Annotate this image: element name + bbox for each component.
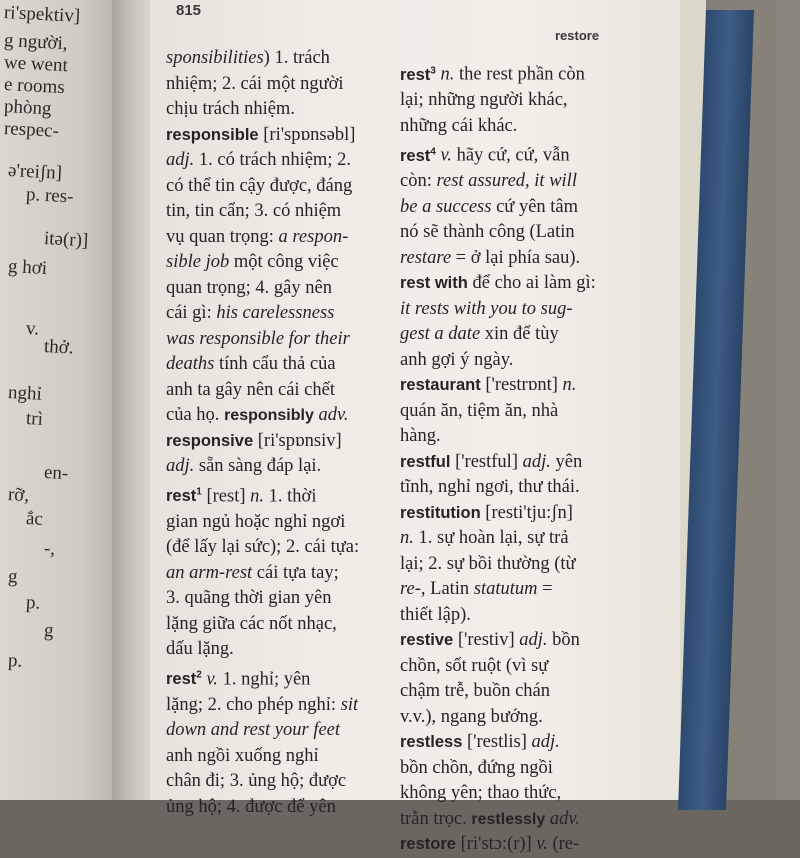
left-page-fragment: ắc	[25, 508, 44, 530]
dictionary-line: adj. 1. có trách nhiệm; 2.	[166, 150, 351, 170]
left-page-fragment: g	[43, 620, 55, 642]
left-page-fragment: p.	[25, 592, 41, 614]
dictionary-line: responsible [ri'spɒnsəbl]	[166, 124, 356, 145]
dictionary-line: re-, Latin statutum =	[400, 579, 553, 599]
left-page-fragment: ə'reiʃn]	[7, 160, 63, 184]
left-page-fragment: e rooms	[3, 74, 66, 99]
left-page-fragment: phòng	[3, 96, 53, 120]
left-page	[0, 0, 118, 800]
dictionary-line: down and rest your feet	[166, 720, 341, 740]
left-page-fragment: trì	[25, 408, 44, 430]
dictionary-line: bồn chồn, đứng ngồi	[400, 757, 553, 778]
dictionary-line: lặng; 2. cho phép nghỉ: sit	[166, 694, 359, 715]
left-page-fragment: g	[7, 566, 19, 588]
dictionary-line: rest$^4$ v. hãy cứ, cứ, vẫn	[400, 145, 570, 166]
dictionary-line: có thể tin cậy được, đáng	[166, 175, 353, 196]
dictionary-line: quan trọng; 4. gây nên	[166, 277, 332, 298]
dictionary-line: it rests with you to sug-	[400, 298, 573, 319]
dictionary-line: chịu trách nhiệm.	[166, 99, 295, 119]
dictionary-line: an arm-rest cái tựa tay;	[166, 562, 339, 583]
left-page-fragment: we went	[3, 52, 69, 77]
dictionary-line: nhiệm; 2. cái một người	[166, 73, 344, 94]
dictionary-line: 3. quãng thời gian yên	[166, 588, 332, 608]
dictionary-line: sponsibilities) 1. trách	[166, 48, 330, 68]
left-page-fragment: en-	[43, 462, 69, 485]
dictionary-line: lại; 2. sự bồi thường (từ	[400, 553, 576, 574]
dictionary-line: của họ. responsibly adv.	[166, 405, 349, 425]
dictionary-line: dấu lặng.	[166, 639, 234, 659]
dictionary-line: restive ['restiv] adj. bồn	[400, 630, 580, 650]
dictionary-line: be a success cứ yên tâm	[400, 196, 579, 217]
dictionary-line: sible job một công việc	[166, 252, 339, 272]
dictionary-line: còn: rest assured, it will	[400, 171, 577, 191]
left-page-fragment: rỡ,	[7, 484, 30, 507]
dictionary-line: không yên; thao thức,	[400, 783, 562, 803]
dictionary-line: rest$^3$ n. the rest phần còn	[400, 64, 585, 85]
left-page-fragment: p. res-	[25, 184, 74, 208]
dictionary-line: cái gì: his carelessness	[166, 303, 335, 323]
column-left	[166, 46, 388, 820]
dictionary-line: restaurant ['restrɒnt] n.	[400, 375, 577, 395]
left-page-fragment: itə(r)]	[43, 228, 89, 252]
dictionary-line: restore [ri'stɔ:(r)] v. (re-	[400, 834, 580, 854]
dictionary-line: tĩnh, nghỉ ngơi, thư thái.	[400, 477, 580, 497]
left-page-fragment: v.	[25, 318, 40, 340]
dictionary-line: responsive [ri'spɒnsiv]	[166, 430, 342, 451]
dictionary-line: rest$^2$ v. 1. nghỉ; yên	[166, 669, 311, 689]
dictionary-line: gest a date xin để tùy	[400, 324, 559, 344]
running-head: restore	[555, 28, 600, 43]
dictionary-line: adj. sẵn sàng đáp lại.	[166, 456, 322, 476]
dictionary-line: chồn, sốt ruột (vì sự	[400, 655, 549, 676]
left-page-fragment: p.	[7, 650, 23, 672]
dictionary-line: chân đi; 3. ủng hộ; được	[166, 771, 347, 791]
dictionary-line: hàng.	[400, 426, 441, 446]
dictionary-line: lại; những người khác,	[400, 90, 568, 110]
left-page-fragment: g người,	[3, 30, 69, 55]
dictionary-line: gian ngủ hoặc nghỉ ngơi	[166, 511, 346, 532]
dictionary-line: nó sẽ thành công (Latin	[400, 222, 575, 242]
dictionary-line: v.v.), ngang bướng.	[400, 706, 543, 727]
dictionary-line: restful ['restful] adj. yên	[400, 451, 583, 472]
dictionary-line: (để lấy lại sức); 2. cái tựa:	[166, 537, 360, 557]
dictionary-line: quán ăn, tiệm ăn, nhà	[400, 400, 559, 421]
dictionary-line: trằn trọc. restlessly adv.	[400, 808, 580, 829]
dictionary-line: rest with để cho ai làm gì:	[400, 273, 596, 293]
dictionary-line: lặng giữa các nốt nhạc,	[166, 613, 337, 634]
dictionary-line: n. 1. sự hoàn lại, sự trả	[400, 528, 569, 548]
dictionary-line: anh ta gây nên cái chết	[166, 379, 335, 400]
left-page-fragment: nghỉ	[7, 382, 43, 405]
dictionary-line: rest$^1$ [rest] n. 1. thời	[166, 486, 317, 506]
dictionary-line: thiết lập).	[400, 604, 471, 625]
dictionary-line: những cái khác.	[400, 115, 518, 136]
dictionary-line: restitution [resti'tju:ʃn]	[400, 502, 573, 523]
left-page-fragment: -,	[43, 538, 56, 560]
dictionary-line: restare = ở lại phía sau).	[400, 247, 581, 268]
left-page-fragment: respec-	[3, 118, 60, 142]
page-number: 815	[176, 2, 202, 19]
dictionary-line: ủng hộ; 4. được để yên	[166, 796, 336, 817]
column-right	[400, 58, 632, 858]
left-page-fragment: thở.	[43, 336, 75, 359]
dictionary-line: anh ngồi xuống nghỉ	[166, 745, 319, 766]
dictionary-line: anh gợi ý ngày.	[400, 349, 514, 370]
dictionary-line: tin, tin cẩn; 3. có nhiệm	[166, 201, 342, 221]
dictionary-line: deaths tính cẩu thả của	[166, 354, 336, 374]
left-page-fragment: g hơi	[7, 256, 48, 280]
dictionary-line: vụ quan trọng: a respon-	[166, 226, 349, 247]
dictionary-line: restless ['restlis] adj.	[400, 732, 560, 752]
dictionary-line: chậm trễ, buồn chán	[400, 681, 550, 701]
dictionary-line: was responsible for their	[166, 328, 350, 349]
left-page-fragment: ri'spektiv]	[3, 2, 81, 27]
